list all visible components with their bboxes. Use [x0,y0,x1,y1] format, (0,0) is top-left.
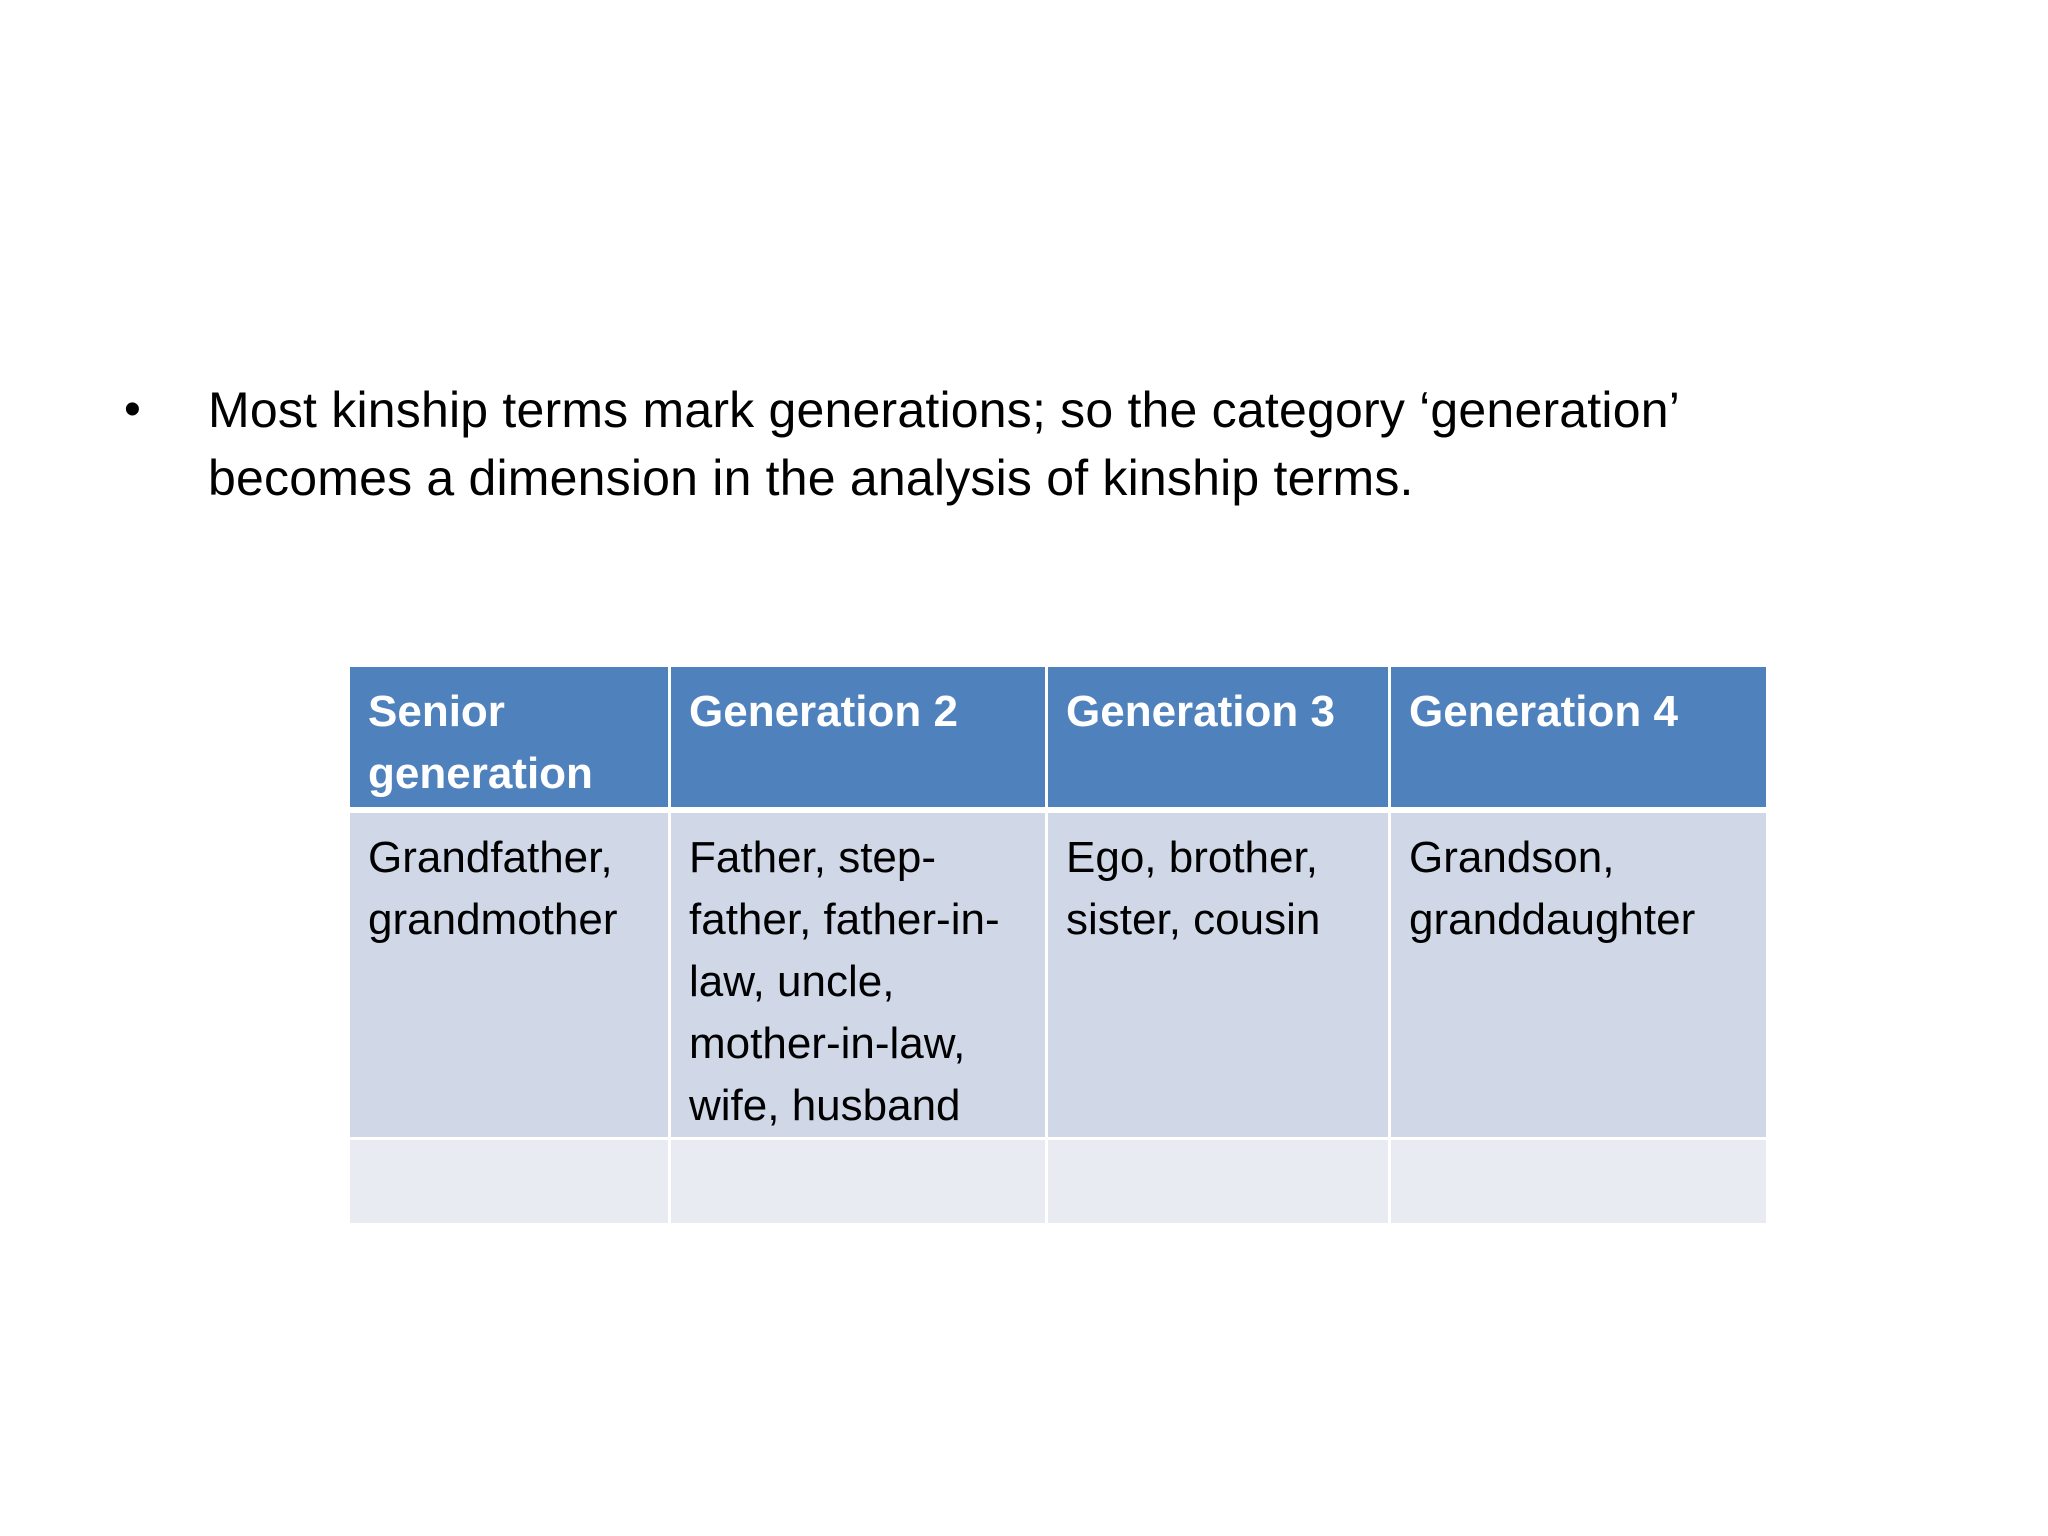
table-cell-empty [670,1139,1047,1225]
table-cell: Grandson, granddaughter [1390,810,1768,1139]
bullet-text: Most kinship terms mark generations; so the category ‘generation’ becomes a dimension in the analysis of kinship terms. [208,382,1679,506]
bullet-point [118,376,1838,512]
table-header [349,666,1768,810]
table-body [349,810,1768,1225]
table-header-row [349,666,1768,810]
header-senior-generation: Senior generation [349,666,670,810]
header-generation-3: Generation 3 [1047,666,1390,810]
table-cell-empty [1390,1139,1768,1225]
table-cell: Grandfather, grandmother [349,810,670,1139]
header-generation-2: Generation 2 [670,666,1047,810]
table-cell-empty [1047,1139,1390,1225]
table-cell: Father, step-father, father-in-law, uncle, mother-in-law, wife, husband [670,810,1047,1139]
kinship-generation-table [347,664,1769,1226]
table-cell-empty [349,1139,670,1225]
bullet-marker: • [124,383,141,436]
table-cell: Ego, brother, sister, cousin [1047,810,1390,1139]
table-row-empty [349,1139,1768,1225]
table-row [349,810,1768,1139]
header-generation-4: Generation 4 [1390,666,1768,810]
